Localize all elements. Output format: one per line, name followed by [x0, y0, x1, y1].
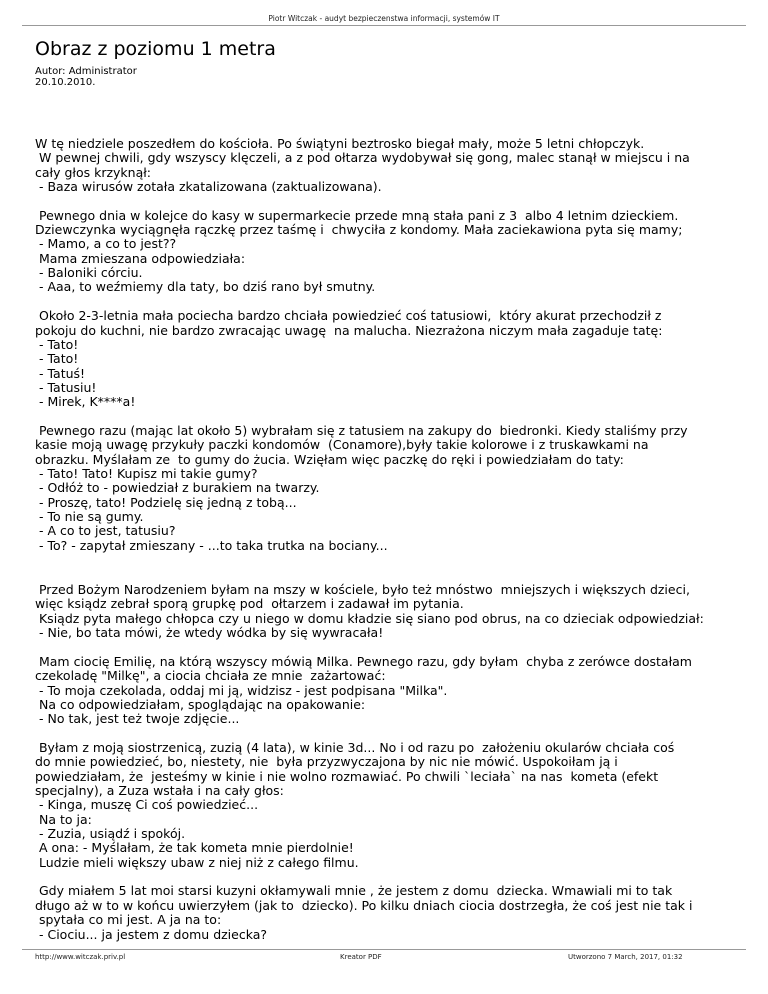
paragraph-line: kasie moją uwagę przykuły paczki kondomów (Conamore),były takie kolorowe i z truskawkami na: [35, 437, 649, 453]
paragraph: [35, 583, 740, 640]
paragraph-line: - A co to jest, tatusiu?: [35, 523, 176, 539]
paragraph-line: W tę niedziele poszedłem do kościoła. Po świątyni beztrosko biegał mały, może 5 letni chłopczyk.: [35, 136, 645, 151]
paragraph-line: Na to ja:: [35, 811, 92, 827]
paragraph-line: spytała co mi jest. A ja na to:: [35, 912, 222, 928]
paragraph-line: - Proszę, tato! Podzielę się jedną z tobą...: [35, 494, 297, 510]
paragraph-line: Mama zmieszana odpowiedziała:: [35, 250, 246, 266]
author-line: Autor: Administrator: [35, 66, 137, 77]
paragraph-line: - Baza wirusów zotała zkatalizowana (zaktualizowana).: [35, 179, 382, 195]
paragraph-line: obrazku. Myślałam ze to gumy do żucia. Wzięłam więc paczkę do ręki i powiedziałam do taty:: [35, 451, 624, 467]
paragraph-line: Na co odpowiedziałam, spoglądając na opakowanie:: [35, 696, 366, 712]
paragraph-line: A ona: - Myślałam, że tak kometa mnie pierdolnie!: [35, 840, 354, 856]
paragraph-line: - No tak, jest też twoje zdjęcie...: [35, 711, 240, 727]
paragraph-line: do mnie powiedzieć, bo, niestety, nie była przyzwyczajona by nic nie mówić. Uspokoiłam ją i: [35, 754, 618, 770]
paragraph: [35, 209, 740, 295]
paragraph-line: Pewnego dnia w kolejce do kasy w supermarkecie przede mną stała pani z 3 albo 4 letnim dzieckiem.: [35, 207, 679, 223]
paragraph-line: - To nie są gumy.: [35, 509, 144, 525]
footer-created-date: Utworzono 7 March, 2017, 01:32: [568, 953, 683, 961]
paragraph-line: pokoju do kuchni, nie bardzo zwracając uwagę na malucha. Niezrażona niczym mała zagaduje tatę:: [35, 322, 663, 338]
paragraph-line: - Nie, bo tata mówi, że wtedy wódka by się wywracała!: [35, 625, 384, 641]
paragraph-line: - Ciociu... ja jestem z domu dziecka?: [35, 926, 268, 942]
paragraph: [35, 655, 740, 727]
paragraph-line: Gdy miałem 5 lat moi starsi kuzyni okłamywali mnie , że jestem z domu dziecka. Wmawiali mi to tak: [35, 883, 673, 899]
paragraph-line: - Mamo, a co to jest??: [35, 236, 177, 252]
paragraph-line: - Kinga, muszę Ci coś powiedzieć...: [35, 797, 259, 813]
paragraph-line: W pewnej chwili, gdy wszyscy klęczeli, a z pod ołtarza wydobywał się gong, malec stanął w miejscu i na: [35, 150, 690, 166]
paragraph-line: Mam ciocię Emilię, na którą wszyscy mówią Milka. Pewnego razu, gdy byłam chyba z zerówce dostałam: [35, 653, 692, 669]
article-title: Obraz z poziomu 1 metra: [35, 38, 276, 60]
page-header: Piotr Witczak - audyt bezpieczenstwa informacji, systemów IT: [268, 14, 500, 23]
paragraph-line: - Mirek, K****a!: [35, 394, 136, 410]
paragraph-line: Dziewczynka wyciągnęła rączkę przez taśmę i chwyciła z kondomy. Mała zaciekawiona pyta się mamy;: [35, 222, 683, 238]
header-divider: [22, 25, 746, 26]
paragraph: [35, 884, 740, 941]
footer-generator: Kreator PDF: [340, 953, 382, 961]
paragraph-line: - To? - zapytał zmieszany - ...to taka trutka na bociany...: [35, 537, 388, 553]
paragraph-line: powiedziałam, że jesteśmy w kinie i nie wolno rozmawiać. Po chwili `leciała` na nas kometa (efekt: [35, 768, 659, 784]
paragraph-line: specjalny), a Zuza wstała i na cały głos:: [35, 783, 284, 799]
paragraph-line: Ludzie mieli większy ubaw z niej niż z całego filmu.: [35, 854, 359, 870]
paragraph-line: - Tatuś!: [35, 365, 86, 381]
paragraph-line: - Zuzia, usiądź i spokój.: [35, 826, 186, 842]
paragraph-line: długo aż w to w końcu uwierzyłem (jak to dziecko). Po kilku dniach ciocia dostrzegła, że coś jest nie tak i: [35, 897, 693, 913]
paragraph-line: Pewnego razu (mając lat około 5) wybrałam się z tatusiem na zakupy do biedronki. Kiedy staliśmy przy: [35, 423, 688, 439]
footer-divider: [22, 949, 746, 950]
paragraph: [35, 137, 740, 194]
paragraph-line: - To moja czekolada, oddaj mi ją, widzisz - jest podpisana "Milka".: [35, 682, 448, 698]
paragraph-line: Przed Bożym Narodzeniem byłam na mszy w kościele, było też mnóstwo mniejszych i większych dzieci,: [35, 582, 690, 598]
article-date: 20.10.2010.: [35, 77, 96, 88]
paragraph-line: cały głos krzyknął:: [35, 164, 151, 180]
article-body: [35, 137, 740, 942]
paragraph-line: - Tato!: [35, 351, 79, 367]
paragraph-line: - Odłóż to - powiedział z burakiem na twarzy.: [35, 480, 320, 496]
paragraph-line: Około 2-3-letnia mała pociecha bardzo chciała powiedzieć coś tatusiowi, który akurat przechodził z: [35, 308, 662, 324]
footer-url-link[interactable]: http://www.witczak.priv.pl: [35, 953, 126, 961]
paragraph-line: - Tatusiu!: [35, 379, 97, 395]
paragraph: [35, 424, 740, 553]
paragraph-line: - Tato! Tato! Kupisz mi takie gumy?: [35, 466, 258, 482]
paragraph-line: więc ksiądz zebrał sporą grupkę pod ołtarzem i zadawał im pytania.: [35, 596, 464, 612]
paragraph-line: - Baloniki córciu.: [35, 265, 143, 281]
paragraph-line: czekoladę "Milkę", a ciocia chciała ze mnie zażartować:: [35, 668, 386, 684]
article-meta: [35, 66, 137, 88]
paragraph: [35, 741, 740, 870]
paragraph-line: - Tato!: [35, 336, 79, 352]
paragraph-line: Ksiądz pyta małego chłopca czy u niego w domu kładzie się siano pod obrus, na co dzieciak odpowiedział:: [35, 610, 704, 626]
paragraph-line: - Aaa, to weźmiemy dla taty, bo dziś rano był smutny.: [35, 279, 376, 295]
paragraph: [35, 309, 740, 409]
paragraph-line: Byłam z moją siostrzenicą, zuzią (4 lata), w kinie 3d... No i od razu po założeniu okularów chciała coś: [35, 739, 675, 755]
